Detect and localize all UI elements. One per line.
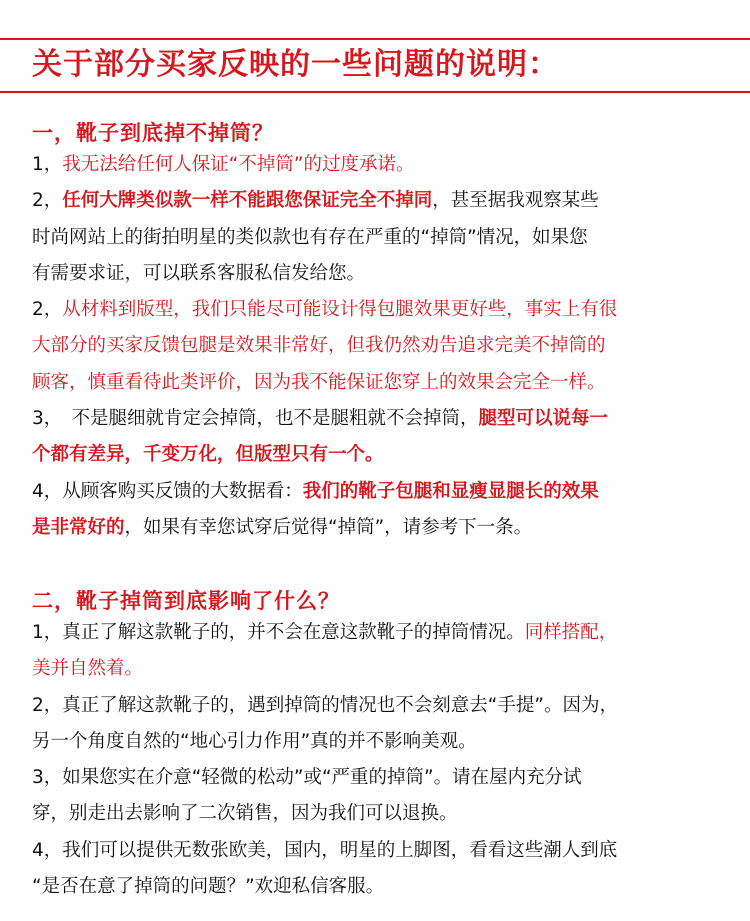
paragraph-line: 1，真正了解这款靴子的，并不会在意这款靴子的掉筒情况。同样搭配， [32,622,618,643]
paragraph-line: 穿，别走出去影响了二次销售，因为我们可以退换。 [32,803,458,825]
paragraph-line: 1，我无法给任何人保证“不掉筒”的过度承诺。 [32,154,415,175]
paragraph-line: 是非常好的，如果有幸您试穿后觉得“掉筒”，请参考下一条。 [32,516,533,538]
paragraph-line: 4，我们可以提供无数张欧美，国内，明星的上脚图，看看这些潮人到底 [32,839,618,861]
paragraph-line: 美并自然着。 [32,658,144,680]
section-1-body [32,147,732,546]
paragraph-line: 2，真正了解这款靴子的，遇到掉筒的情况也不会刻意去“手提”。因为， [32,694,618,716]
paragraph-line: 另一个角度自然的“地心引力作用”真的并不影响美观。 [32,730,477,752]
paragraph-line: 个都有差异，千变万化，但版型只有一个。 [32,444,384,466]
paragraph-line: 2，从材料到版型，我们只能尽可能设计得包腿效果更好些，事实上有很 [32,299,618,321]
title-bottom-rule [0,91,750,93]
page-title: 关于部分买家反映的一些问题的说明： [32,47,559,82]
paragraph-line: “是否在意了掉筒的问题？”欢迎私信客服。 [32,876,385,898]
paragraph-line: 时尚网站上的街拍明星的类似款也有存在严重的“掉筒”情况，如果您 [32,226,588,248]
paragraph-line: 4，从顾客购买反馈的大数据看：我们的靴子包腿和显瘦显腿长的效果 [32,480,599,502]
paragraph-line: 2，任何大牌类似款一样不能跟您保证完全不掉同，甚至据我观察某些 [32,190,599,212]
paragraph-line: 3，如果您实在介意“轻微的松动”或“严重的掉筒”。请在屋内充分试 [32,767,582,789]
paragraph-line: 有需要求证，可以联系客服私信发给您。 [32,262,366,284]
paragraph-line: 顾客，慎重看待此类评价，因为我不能保证您穿上的效果会完全一样。 [32,371,606,393]
section-2-heading: 二，靴子掉筒到底影响了什么？ [32,589,340,613]
section-2-body [32,615,732,905]
section-1-heading: 一，靴子到底掉不掉筒？ [32,121,274,145]
paragraph-line: 3， 不是腿细就肯定会掉筒，也不是腿粗就不会掉筒，腿型可以说每一 [32,408,609,430]
paragraph-line: 大部分的买家反馈包腿是效果非常好，但我仍然劝告追求完美不掉筒的 [32,335,606,357]
title-top-rule [0,38,750,40]
